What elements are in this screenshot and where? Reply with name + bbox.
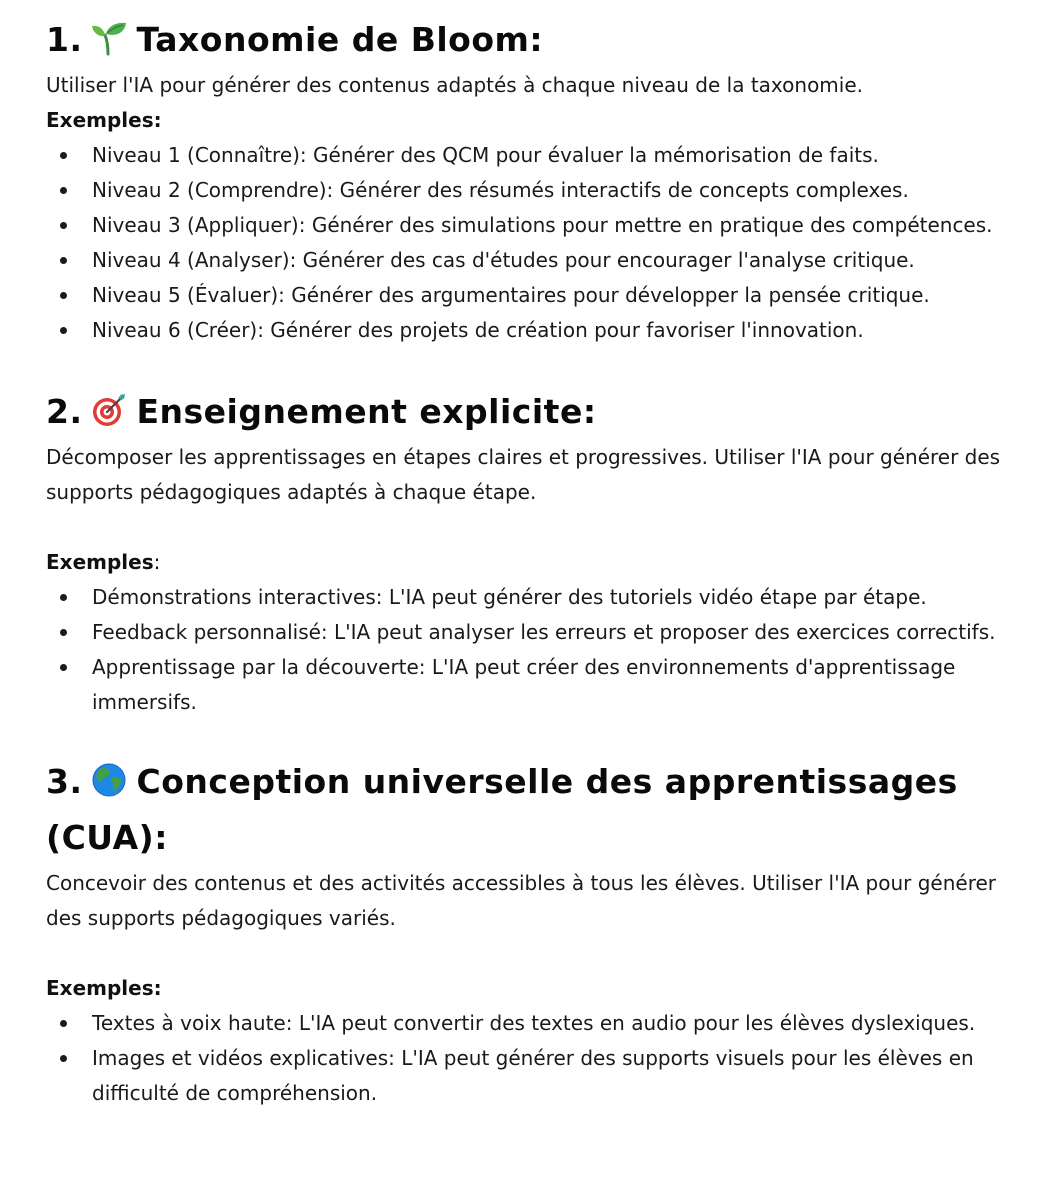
section-title-continued: (CUA): bbox=[46, 818, 168, 857]
section-title: Conception universelle des apprentissages bbox=[136, 762, 958, 801]
list-item bbox=[46, 208, 1006, 243]
section-number: 1. bbox=[46, 20, 83, 59]
examples-list bbox=[46, 138, 1006, 348]
list-item-text: Démonstrations interactives: L'IA peut générer des tutoriels vidéo étape par étape. bbox=[92, 585, 927, 609]
examples-colon: : bbox=[153, 550, 161, 574]
bullet-icon bbox=[60, 222, 67, 229]
list-item bbox=[46, 650, 1006, 720]
seedling-icon bbox=[91, 20, 127, 56]
list-item-text: Niveau 2 (Comprendre): Générer des résumés interactifs de concepts complexes. bbox=[92, 178, 909, 202]
section-explicit-teaching bbox=[46, 348, 1006, 720]
section-intro: Décomposer les apprentissages en étapes claires et progressives. Utiliser l'IA pour générer des supports pédagogiques adaptés à chaque étape. bbox=[46, 445, 1001, 504]
bullet-icon bbox=[60, 187, 67, 194]
section-heading bbox=[46, 12, 1006, 68]
list-item-text: Niveau 3 (Appliquer): Générer des simulations pour mettre en pratique des compétences. bbox=[92, 213, 993, 237]
examples-word: Exemples bbox=[46, 550, 154, 574]
section-heading bbox=[46, 384, 1006, 440]
examples-label bbox=[46, 545, 1006, 580]
list-item-text: Apprentissage par la découverte: L'IA peut créer des environnements d'apprentissage immersifs. bbox=[92, 655, 956, 714]
list-item bbox=[46, 173, 1006, 208]
spacer bbox=[46, 936, 1006, 971]
list-item-text: Textes à voix haute: L'IA peut convertir des textes en audio pour les élèves dyslexiques. bbox=[92, 1011, 976, 1035]
section-bloom bbox=[46, 0, 1006, 348]
list-item-text: Feedback personnalisé: L'IA peut analyser les erreurs et proposer des exercices correctifs. bbox=[92, 620, 996, 644]
examples-list bbox=[46, 580, 1006, 720]
list-item bbox=[46, 313, 1006, 348]
spacer bbox=[46, 510, 1006, 545]
list-item-text: Niveau 5 (Évaluer): Générer des argumentaires pour développer la pensée critique. bbox=[92, 283, 930, 307]
list-item-text: Niveau 1 (Connaître): Générer des QCM pour évaluer la mémorisation de faits. bbox=[92, 143, 879, 167]
bullet-icon bbox=[60, 327, 67, 334]
examples-label: Exemples: bbox=[46, 108, 162, 132]
section-number: 2. bbox=[46, 392, 83, 431]
direct-hit-target-icon bbox=[91, 392, 127, 428]
list-item bbox=[46, 278, 1006, 313]
bullet-icon bbox=[60, 594, 67, 601]
list-item-text: Niveau 6 (Créer): Générer des projets de création pour favoriser l'innovation. bbox=[92, 318, 864, 342]
list-item bbox=[46, 1006, 1006, 1041]
bullet-icon bbox=[60, 292, 67, 299]
bullet-icon bbox=[60, 664, 67, 671]
bullet-icon bbox=[60, 1055, 67, 1062]
bullet-icon bbox=[60, 629, 67, 636]
examples-label: Exemples: bbox=[46, 976, 162, 1000]
bullet-icon bbox=[60, 257, 67, 264]
section-intro: Concevoir des contenus et des activités accessibles à tous les élèves. Utiliser l'IA pour générer des supports pédagogiques variés. bbox=[46, 871, 997, 930]
list-item bbox=[46, 138, 1006, 173]
list-item bbox=[46, 580, 1006, 615]
section-number: 3. bbox=[46, 762, 83, 801]
globe-asia-australia-icon bbox=[91, 762, 127, 798]
section-title: Enseignement explicite: bbox=[136, 392, 597, 431]
section-udl bbox=[46, 720, 1006, 1111]
bullet-icon bbox=[60, 1020, 67, 1027]
list-item-text: Niveau 4 (Analyser): Générer des cas d'études pour encourager l'analyse critique. bbox=[92, 248, 915, 272]
list-item bbox=[46, 615, 1006, 650]
section-title: Taxonomie de Bloom: bbox=[136, 20, 544, 59]
list-item bbox=[46, 1041, 1006, 1111]
document-page bbox=[46, 0, 1006, 1111]
examples-list bbox=[46, 1006, 1006, 1111]
section-intro: Utiliser l'IA pour générer des contenus adaptés à chaque niveau de la taxonomie. bbox=[46, 73, 864, 97]
list-item-text: Images et vidéos explicatives: L'IA peut générer des supports visuels pour les élèves en difficulté de compréhension. bbox=[92, 1046, 974, 1105]
section-heading bbox=[46, 754, 1006, 866]
bullet-icon bbox=[60, 152, 67, 159]
list-item bbox=[46, 243, 1006, 278]
